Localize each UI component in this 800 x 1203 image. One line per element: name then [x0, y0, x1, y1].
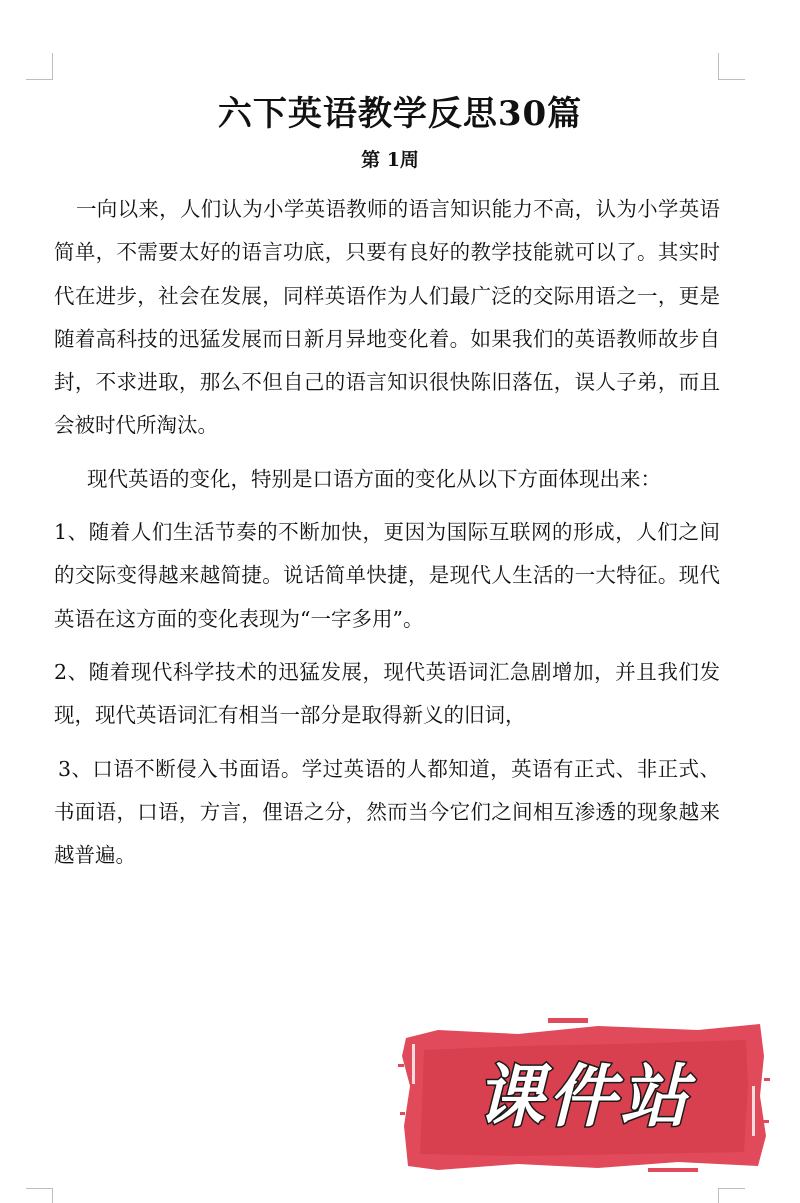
paragraph-intro: 一向以来，人们认为小学英语教师的语言知识能力不高，认为小学英语简单，不需要太好的语言功底，只要有良好的教学技能就可以了。其实时代在进步，社会在发展，同样英语作为人们最广泛的交际用语之一，更是随着高科技的迅猛发展而日新月异地变化着。如果我们的英语教师故步自封，不求进取，那么不但自己的语言知识很快陈旧落伍，误人子弟，而且会被时代所淘汰。	[54, 197, 720, 438]
paragraph-point-3: 3、口语不断侵入书面语。学过英语的人都知道，英语有正式、非正式、书面语，口语，方言，俚语之分，然而当今它们之间相互渗透的现象越来越普遍。	[54, 756, 720, 868]
paragraph-point-2: 2、随着现代科学技术的迅猛发展，现代英语词汇急剧增加，并且我们发现，现代英语词汇有相当一部分是取得新义的旧词，	[54, 659, 720, 728]
paragraph-changes-intro: 现代英语的变化，特别是口语方面的变化从以下方面体现出来：	[87, 466, 661, 491]
document-body	[54, 188, 720, 877]
crop-mark-bottom-left	[26, 1188, 53, 1203]
watermark-stamp	[398, 1016, 770, 1174]
week-heading: 第 1周	[361, 149, 419, 171]
document-title: 六下英语教学反思30篇	[217, 94, 583, 134]
paragraph-point-1: 1、随着人们生活节奏的不断加快，更因为国际互联网的形成，人们之间的交际变得越来越简捷。说话简单快捷，是现代人生活的一大特征。现代英语在这方面的变化表现为“一字多用”。	[54, 520, 720, 631]
svg-text:课件站: 课件站	[475, 1059, 693, 1135]
crop-mark-bottom-right	[718, 1188, 745, 1203]
crop-mark-top-right	[718, 53, 745, 80]
stamp-logo-graphic	[398, 1016, 770, 1174]
crop-mark-top-left	[26, 53, 53, 80]
